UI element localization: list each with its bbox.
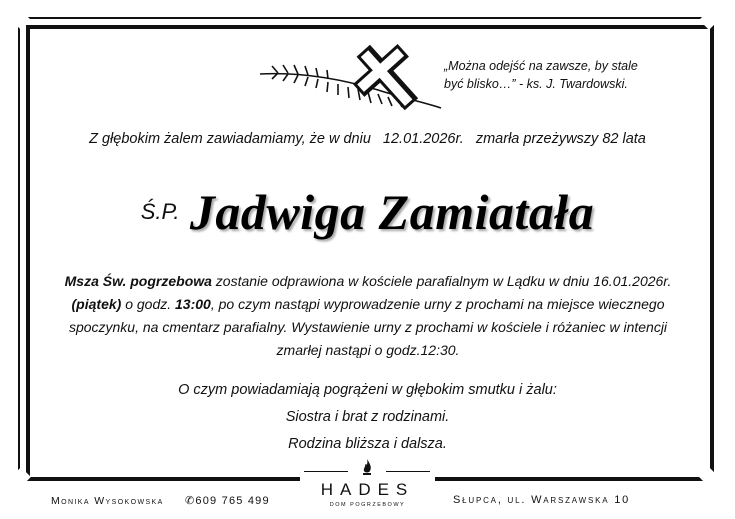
deceased-name: Jadwiga Zamiatała: [189, 184, 595, 240]
closing-line-2: Siostra i brat z rodzinami.: [285, 409, 450, 425]
quote-block: [444, 57, 684, 93]
deceased-prefix: Ś.P.: [140, 199, 180, 224]
logo-rule-left: [304, 471, 348, 472]
mass-text-2: o godz.: [121, 296, 176, 312]
intro-text-after: zmarła przeżywszy 82 lata: [475, 131, 646, 147]
deceased-name-row: [0, 183, 735, 241]
funeral-mass-details: [58, 270, 678, 362]
footer-address: Słupca, ul. Warszawska 10: [453, 494, 631, 506]
intro-text-before: Z głębokim żalem zawiadamiamy, że w dniu: [89, 131, 371, 147]
logo-name: HADES: [320, 480, 415, 499]
quote-line-1: „Można odejść na zawsze, by stale: [444, 59, 638, 73]
mass-title: Msza Św. pogrzebowa: [64, 273, 212, 289]
mass-text-3: , po czym nastąpi wyprowadzenie urny z prochami na miejsce wiecznego spoczynku, na cmentarz parafialny. Wystawienie urny z prochami w kościele i różaniec w intencji zmarłej nastąpi o godz.12:30.: [68, 296, 668, 358]
death-date: 12.01.2026r.: [382, 131, 464, 147]
cross-with-palm-icon: [258, 42, 443, 112]
hades-logo: [300, 458, 435, 513]
mass-time: 13:00: [175, 296, 211, 312]
flame-icon: [360, 458, 374, 476]
announcement-intro: [0, 131, 735, 147]
footer-contact-name: Monika Wysokowska: [51, 495, 164, 507]
closing-line-3: Rodzina bliższa i dalsza.: [288, 436, 447, 452]
quote-line-2: być blisko…” - ks. J. Twardowski.: [444, 77, 628, 91]
logo-subtitle: DOM POGRZEBOWY: [329, 502, 406, 508]
closing-line-1: O czym powiadamiają pogrążeni w głębokim smutku i żalu:: [178, 382, 557, 398]
mass-text-1: zostanie odprawiona w kościele parafialnym w Lądku w dniu 16.01.2026r.: [211, 273, 672, 289]
mass-day: (piątek): [71, 296, 122, 312]
logo-rule-right: [386, 471, 430, 472]
footer-phone: ✆609 765 499: [185, 495, 270, 507]
